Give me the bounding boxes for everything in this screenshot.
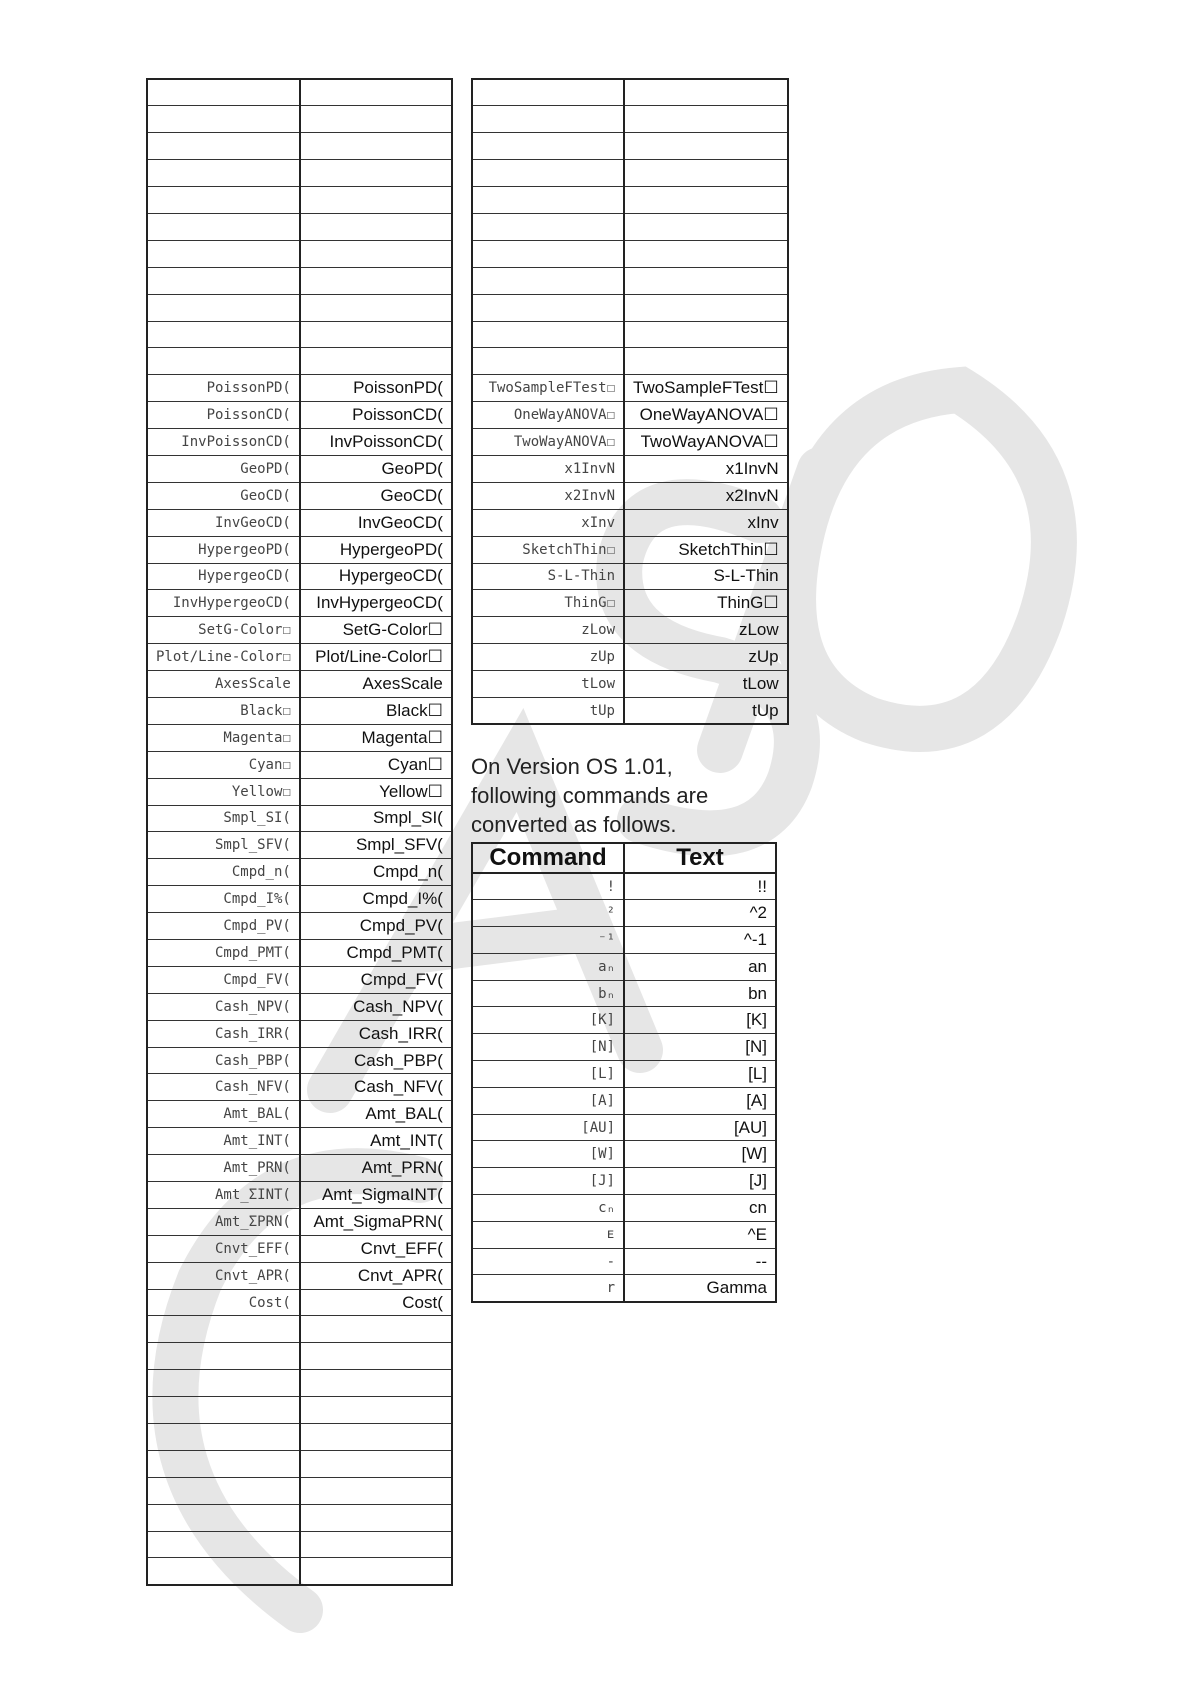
empty-row <box>147 187 452 214</box>
command-cell: ᴇ <box>472 1221 624 1248</box>
table-row <box>147 832 452 859</box>
text-cell: Plot/Line-Color☐ <box>300 644 452 671</box>
text-cell: [W] <box>624 1141 776 1168</box>
text-cell: zUp <box>624 644 788 671</box>
empty-row <box>147 348 452 375</box>
empty-row <box>147 133 452 160</box>
command-cell: Black☐ <box>147 697 300 724</box>
table-row <box>472 953 776 980</box>
command-cell <box>147 187 300 214</box>
command-cell <box>472 348 624 375</box>
table-row <box>147 751 452 778</box>
empty-row <box>147 1450 452 1477</box>
command-cell <box>472 240 624 267</box>
text-cell: ThinG☐ <box>624 590 788 617</box>
table-row <box>147 375 452 402</box>
text-cell: Amt_SigmaINT( <box>300 1182 452 1209</box>
empty-row <box>147 1343 452 1370</box>
command-cell: tLow <box>472 671 624 698</box>
command-cell: InvPoissonCD( <box>147 429 300 456</box>
table-row <box>472 590 788 617</box>
command-cell <box>472 160 624 187</box>
text-cell: Gamma <box>624 1275 776 1302</box>
table-row <box>147 482 452 509</box>
table-row <box>147 563 452 590</box>
command-cell <box>147 106 300 133</box>
table-row <box>147 724 452 751</box>
command-cell <box>147 133 300 160</box>
text-cell: x2InvN <box>624 482 788 509</box>
command-cell: ⁻¹ <box>472 927 624 954</box>
command-cell: zLow <box>472 617 624 644</box>
text-cell <box>300 240 452 267</box>
text-cell <box>300 160 452 187</box>
header-command: Command <box>472 843 624 873</box>
text-cell: an <box>624 953 776 980</box>
empty-row <box>147 1370 452 1397</box>
command-cell: [W] <box>472 1141 624 1168</box>
command-cell: ThinG☐ <box>472 590 624 617</box>
text-cell: [N] <box>624 1034 776 1061</box>
empty-row <box>147 1504 452 1531</box>
command-cell <box>147 79 300 106</box>
table-row <box>147 859 452 886</box>
command-cell <box>147 240 300 267</box>
command-cell: InvHypergeoCD( <box>147 590 300 617</box>
command-cell <box>147 1370 300 1397</box>
table-row <box>472 536 788 563</box>
text-cell: ^2 <box>624 900 776 927</box>
table-row <box>147 993 452 1020</box>
text-cell: GeoCD( <box>300 482 452 509</box>
empty-row <box>472 187 788 214</box>
table-row <box>472 482 788 509</box>
empty-row <box>472 267 788 294</box>
text-cell: TwoSampleFTest☐ <box>624 375 788 402</box>
empty-row <box>147 1477 452 1504</box>
empty-row <box>147 1424 452 1451</box>
text-cell <box>624 79 788 106</box>
table-row <box>147 1020 452 1047</box>
command-cell: TwoSampleFTest☐ <box>472 375 624 402</box>
table-row <box>472 1195 776 1222</box>
empty-row <box>472 79 788 106</box>
text-cell: tLow <box>624 671 788 698</box>
table-row <box>472 375 788 402</box>
command-cell: Amt_BAL( <box>147 1101 300 1128</box>
table-row <box>147 1182 452 1209</box>
command-cell <box>147 1477 300 1504</box>
command-cell: Smpl_SFV( <box>147 832 300 859</box>
command-cell: Cnvt_EFF( <box>147 1235 300 1262</box>
table-row <box>147 778 452 805</box>
text-cell <box>300 1370 452 1397</box>
text-cell: InvHypergeoCD( <box>300 590 452 617</box>
command-cell: InvGeoCD( <box>147 509 300 536</box>
command-cell: [N] <box>472 1034 624 1061</box>
command-cell: Smpl_SI( <box>147 805 300 832</box>
table-row <box>472 1221 776 1248</box>
table-row <box>472 455 788 482</box>
table-row <box>147 805 452 832</box>
text-cell: cn <box>624 1195 776 1222</box>
command-cell: OneWayANOVA☐ <box>472 402 624 429</box>
table-row <box>147 1208 452 1235</box>
command-cell <box>472 213 624 240</box>
command-cell: Magenta☐ <box>147 724 300 751</box>
text-cell <box>300 106 452 133</box>
text-cell: SketchThin☐ <box>624 536 788 563</box>
empty-row <box>472 133 788 160</box>
left-command-table <box>146 78 453 1586</box>
text-cell: ^E <box>624 1221 776 1248</box>
table-row <box>472 1168 776 1195</box>
command-cell <box>472 187 624 214</box>
table-row <box>147 1289 452 1316</box>
command-cell: zUp <box>472 644 624 671</box>
text-cell: Cmpd_PMT( <box>300 940 452 967</box>
command-cell: [A] <box>472 1087 624 1114</box>
table-row <box>472 927 776 954</box>
command-cell: Amt_PRN( <box>147 1155 300 1182</box>
text-cell <box>300 348 452 375</box>
text-cell: HypergeoPD( <box>300 536 452 563</box>
text-cell: Cmpd_I%( <box>300 886 452 913</box>
command-cell <box>147 1424 300 1451</box>
text-cell: Cnvt_EFF( <box>300 1235 452 1262</box>
text-cell: [K] <box>624 1007 776 1034</box>
command-cell: Amt_INT( <box>147 1128 300 1155</box>
command-cell: TwoWayANOVA☐ <box>472 429 624 456</box>
command-cell <box>147 1504 300 1531</box>
command-cell <box>147 1531 300 1558</box>
text-cell <box>300 133 452 160</box>
text-cell: Yellow☐ <box>300 778 452 805</box>
command-cell: Cmpd_PV( <box>147 913 300 940</box>
text-cell: Amt_BAL( <box>300 1101 452 1128</box>
command-cell <box>147 348 300 375</box>
empty-row <box>147 1558 452 1585</box>
text-cell <box>624 267 788 294</box>
text-cell <box>624 106 788 133</box>
command-cell <box>147 267 300 294</box>
command-cell: [AU] <box>472 1114 624 1141</box>
empty-row <box>147 160 452 187</box>
command-cell: SketchThin☐ <box>472 536 624 563</box>
table-row <box>147 455 452 482</box>
empty-row <box>472 240 788 267</box>
command-cell <box>147 1558 300 1585</box>
right-command-table-top <box>471 78 789 725</box>
empty-row <box>147 267 452 294</box>
command-cell <box>147 213 300 240</box>
command-cell: Cash_NFV( <box>147 1074 300 1101</box>
text-cell: Black☐ <box>300 697 452 724</box>
command-cell <box>472 321 624 348</box>
text-cell <box>300 1477 452 1504</box>
text-cell: xInv <box>624 509 788 536</box>
command-cell: cₙ <box>472 1195 624 1222</box>
command-cell: ! <box>472 873 624 900</box>
text-cell: Amt_SigmaPRN( <box>300 1208 452 1235</box>
text-cell: Cash_IRR( <box>300 1020 452 1047</box>
table-row <box>147 429 452 456</box>
command-cell: Cmpd_I%( <box>147 886 300 913</box>
table-row <box>147 1235 452 1262</box>
text-cell: S-L-Thin <box>624 563 788 590</box>
empty-row <box>472 321 788 348</box>
text-cell <box>300 1424 452 1451</box>
empty-row <box>472 213 788 240</box>
text-cell: TwoWayANOVA☐ <box>624 429 788 456</box>
command-cell: Cnvt_APR( <box>147 1262 300 1289</box>
table-row <box>147 697 452 724</box>
table-row <box>147 536 452 563</box>
command-cell: r <box>472 1275 624 1302</box>
text-cell <box>624 160 788 187</box>
version-note-line-2: following commands are <box>471 783 709 808</box>
version-note <box>471 752 791 839</box>
text-cell: Cmpd_PV( <box>300 913 452 940</box>
version-note-line-3: converted as follows. <box>471 812 677 837</box>
table-row <box>147 913 452 940</box>
table-row <box>147 1074 452 1101</box>
text-cell: [L] <box>624 1061 776 1088</box>
command-cell: - <box>472 1248 624 1275</box>
empty-row <box>147 106 452 133</box>
table-row <box>147 1101 452 1128</box>
text-cell: Cash_NPV( <box>300 993 452 1020</box>
command-cell: AxesScale <box>147 671 300 698</box>
text-cell: Cash_PBP( <box>300 1047 452 1074</box>
conversion-table-header <box>472 843 776 873</box>
table-row <box>147 509 452 536</box>
text-cell: GeoPD( <box>300 455 452 482</box>
command-cell: GeoPD( <box>147 455 300 482</box>
table-row <box>472 697 788 724</box>
command-cell: Amt_ΣPRN( <box>147 1208 300 1235</box>
command-cell: bₙ <box>472 980 624 1007</box>
text-cell: Amt_PRN( <box>300 1155 452 1182</box>
command-cell <box>147 160 300 187</box>
text-cell: Smpl_SI( <box>300 805 452 832</box>
table-row <box>147 940 452 967</box>
text-cell: Cost( <box>300 1289 452 1316</box>
command-cell: Cash_IRR( <box>147 1020 300 1047</box>
command-cell: Yellow☐ <box>147 778 300 805</box>
empty-row <box>147 1316 452 1343</box>
text-cell <box>624 294 788 321</box>
text-cell: Amt_INT( <box>300 1128 452 1155</box>
command-cell: xInv <box>472 509 624 536</box>
version-note-line-1: On Version OS 1.01, <box>471 754 673 779</box>
text-cell: InvPoissonCD( <box>300 429 452 456</box>
command-cell: x2InvN <box>472 482 624 509</box>
command-cell: SetG-Color☐ <box>147 617 300 644</box>
table-row <box>472 1061 776 1088</box>
text-cell <box>300 1558 452 1585</box>
empty-row <box>147 1531 452 1558</box>
table-row <box>147 966 452 993</box>
empty-row <box>472 294 788 321</box>
text-cell <box>300 1397 452 1424</box>
table-row <box>472 1114 776 1141</box>
empty-row <box>147 79 452 106</box>
text-cell: AxesScale <box>300 671 452 698</box>
text-cell <box>624 240 788 267</box>
text-cell <box>300 1450 452 1477</box>
text-cell <box>300 1343 452 1370</box>
text-cell <box>300 213 452 240</box>
text-cell: PoissonPD( <box>300 375 452 402</box>
text-cell: [AU] <box>624 1114 776 1141</box>
text-cell: zLow <box>624 617 788 644</box>
table-row <box>472 563 788 590</box>
table-row <box>147 617 452 644</box>
command-cell <box>147 1316 300 1343</box>
command-cell: Plot/Line-Color☐ <box>147 644 300 671</box>
command-cell: x1InvN <box>472 455 624 482</box>
empty-row <box>147 213 452 240</box>
conversion-table <box>471 842 777 1303</box>
table-row <box>472 1087 776 1114</box>
empty-row <box>472 160 788 187</box>
text-cell: Cmpd_n( <box>300 859 452 886</box>
table-row <box>472 1248 776 1275</box>
table-row <box>472 873 776 900</box>
command-cell <box>147 1397 300 1424</box>
command-cell <box>472 106 624 133</box>
text-cell: [A] <box>624 1087 776 1114</box>
table-row <box>472 1007 776 1034</box>
table-row <box>147 671 452 698</box>
command-cell <box>472 79 624 106</box>
command-cell <box>472 294 624 321</box>
command-cell: Cmpd_PMT( <box>147 940 300 967</box>
command-cell: PoissonPD( <box>147 375 300 402</box>
text-cell: SetG-Color☐ <box>300 617 452 644</box>
command-cell: PoissonCD( <box>147 402 300 429</box>
empty-row <box>147 1397 452 1424</box>
command-cell: [L] <box>472 1061 624 1088</box>
text-cell <box>300 321 452 348</box>
command-cell: Cyan☐ <box>147 751 300 778</box>
command-cell: Cash_PBP( <box>147 1047 300 1074</box>
command-cell: [J] <box>472 1168 624 1195</box>
text-cell <box>300 1316 452 1343</box>
command-cell: Cash_NPV( <box>147 993 300 1020</box>
table-row <box>147 1128 452 1155</box>
text-cell: -- <box>624 1248 776 1275</box>
empty-row <box>147 240 452 267</box>
command-cell: tUp <box>472 697 624 724</box>
table-row <box>472 980 776 1007</box>
text-cell: PoissonCD( <box>300 402 452 429</box>
command-cell: HypergeoPD( <box>147 536 300 563</box>
table-row <box>147 402 452 429</box>
table-row <box>147 1047 452 1074</box>
table-row <box>472 1141 776 1168</box>
text-cell: Magenta☐ <box>300 724 452 751</box>
command-cell: Cost( <box>147 1289 300 1316</box>
text-cell <box>300 1531 452 1558</box>
text-cell: bn <box>624 980 776 1007</box>
text-cell: Cash_NFV( <box>300 1074 452 1101</box>
command-cell: [K] <box>472 1007 624 1034</box>
text-cell <box>624 321 788 348</box>
text-cell <box>300 267 452 294</box>
text-cell <box>300 1504 452 1531</box>
empty-row <box>472 106 788 133</box>
table-row <box>472 617 788 644</box>
table-row <box>147 590 452 617</box>
table-row <box>472 429 788 456</box>
text-cell: Cyan☐ <box>300 751 452 778</box>
table-row <box>147 1155 452 1182</box>
command-cell: ² <box>472 900 624 927</box>
table-row <box>472 644 788 671</box>
command-cell: S-L-Thin <box>472 563 624 590</box>
table-row <box>472 402 788 429</box>
command-cell: Amt_ΣINT( <box>147 1182 300 1209</box>
text-cell <box>300 187 452 214</box>
empty-row <box>472 348 788 375</box>
command-cell: aₙ <box>472 953 624 980</box>
table-row <box>472 509 788 536</box>
text-cell <box>300 294 452 321</box>
text-cell: Smpl_SFV( <box>300 832 452 859</box>
text-cell <box>300 79 452 106</box>
empty-row <box>147 321 452 348</box>
text-cell: Cnvt_APR( <box>300 1262 452 1289</box>
table-row <box>472 671 788 698</box>
text-cell <box>624 133 788 160</box>
command-cell <box>147 294 300 321</box>
text-cell: tUp <box>624 697 788 724</box>
command-cell <box>147 1343 300 1370</box>
command-cell <box>147 1450 300 1477</box>
command-cell: Cmpd_FV( <box>147 966 300 993</box>
header-text: Text <box>624 843 776 873</box>
command-cell <box>472 133 624 160</box>
table-row <box>472 1034 776 1061</box>
text-cell <box>624 348 788 375</box>
command-cell <box>472 267 624 294</box>
table-row <box>147 886 452 913</box>
text-cell: HypergeoCD( <box>300 563 452 590</box>
text-cell: x1InvN <box>624 455 788 482</box>
command-cell <box>147 321 300 348</box>
table-row <box>472 900 776 927</box>
table-row <box>147 1262 452 1289</box>
empty-row <box>147 294 452 321</box>
command-cell: Cmpd_n( <box>147 859 300 886</box>
text-cell <box>624 213 788 240</box>
text-cell <box>624 187 788 214</box>
command-cell: GeoCD( <box>147 482 300 509</box>
watermark-letter-o <box>793 390 1054 729</box>
text-cell: Cmpd_FV( <box>300 966 452 993</box>
table-row <box>147 644 452 671</box>
table-row <box>472 1275 776 1302</box>
text-cell: ^-1 <box>624 927 776 954</box>
text-cell: InvGeoCD( <box>300 509 452 536</box>
command-cell: HypergeoCD( <box>147 563 300 590</box>
text-cell: [J] <box>624 1168 776 1195</box>
text-cell: OneWayANOVA☐ <box>624 402 788 429</box>
text-cell: !! <box>624 873 776 900</box>
